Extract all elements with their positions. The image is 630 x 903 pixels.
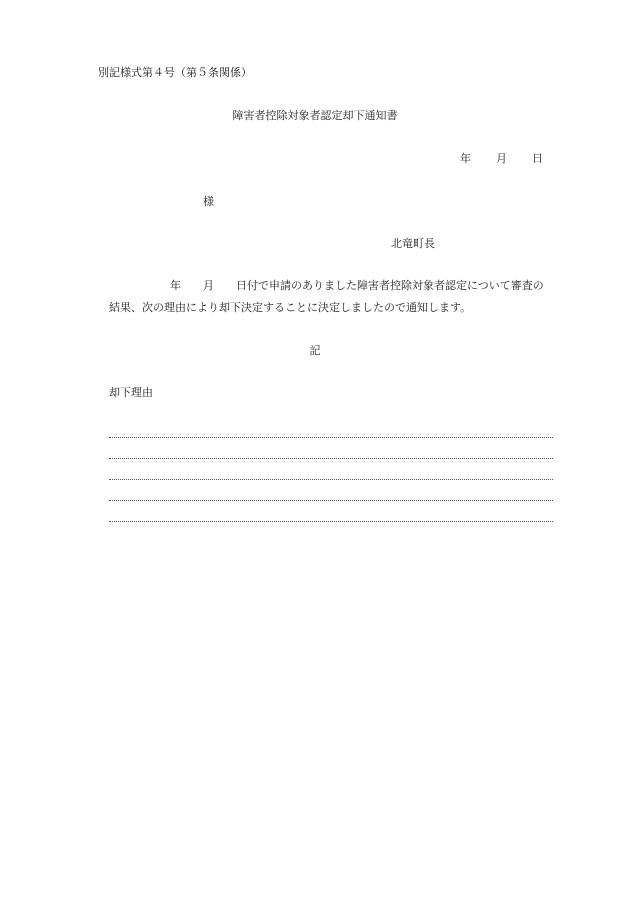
reason-label: 却下理由: [109, 386, 153, 399]
body-year-label: 年: [170, 279, 181, 292]
recipient-honorific: 様: [203, 195, 214, 208]
date-field: [460, 153, 543, 164]
date-day-label: 日: [532, 152, 543, 165]
reason-blank-line: [109, 479, 553, 480]
reason-blank-line: [109, 458, 553, 459]
reason-blank-line: [109, 521, 553, 522]
body-month-label: 月: [203, 279, 214, 292]
body-line1-text: 日付で申請のありました障害者控除対象者認定について審査の: [236, 279, 544, 292]
body-line-1: [170, 280, 544, 291]
date-year-label: 年: [460, 152, 471, 165]
date-month-label: 月: [496, 152, 507, 165]
ki-heading: 記: [309, 344, 321, 357]
reason-blank-line: [109, 437, 553, 438]
body-line-2: 結果、次の理由により却下決定することに決定しましたので通知します。: [109, 301, 472, 314]
document-title: 障害者控除対象者認定却下通知書: [232, 109, 398, 122]
form-label: 別記様式第４号（第５条関係）: [98, 66, 252, 79]
reason-blank-line: [109, 500, 553, 501]
issuer-name: 北竜町長: [391, 237, 435, 250]
